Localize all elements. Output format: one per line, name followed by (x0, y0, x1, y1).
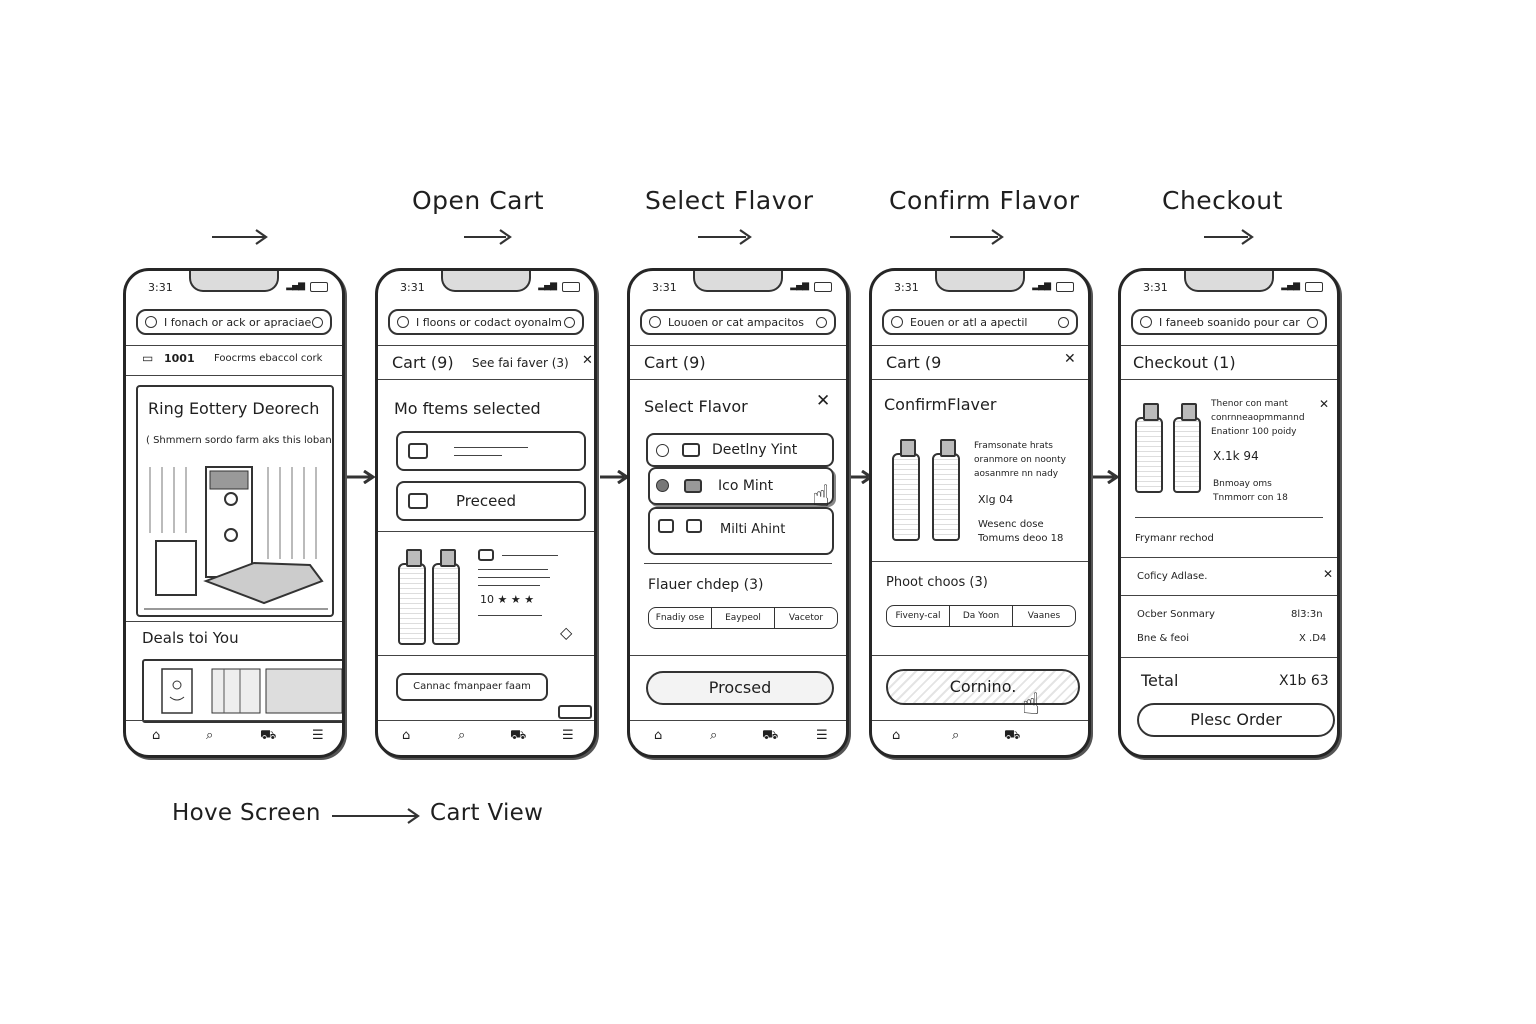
order-summary-value: 8l3:3n (1291, 609, 1323, 620)
cart-title: Cart (9) (392, 353, 454, 372)
status-time: 3:31 (148, 281, 173, 294)
small-button[interactable] (558, 705, 592, 719)
pointer-hand-icon: ☝ (1022, 687, 1041, 722)
flavor-chips (648, 607, 838, 629)
battery-icon (814, 282, 832, 292)
step-title-open-cart: Open Cart (412, 186, 545, 215)
search-icon (1140, 316, 1152, 328)
product-desc: Thenor con mant (1211, 399, 1289, 409)
product-desc: oranmore on noonty (974, 455, 1066, 465)
hero-illustration (144, 463, 328, 613)
phone-notch (189, 268, 279, 292)
status-time: 3:31 (894, 281, 919, 294)
cart-icon[interactable]: ⛟ (260, 728, 277, 743)
text-placeholder-line (502, 555, 558, 556)
place-order-button[interactable]: Plesc Order (1137, 703, 1335, 737)
divider (378, 531, 594, 532)
sheet-title: Select Flavor (644, 397, 748, 416)
divider (1135, 517, 1323, 518)
bottom-nav (126, 720, 342, 755)
search-icon (649, 316, 661, 328)
cart-item-row[interactable] (396, 431, 586, 471)
search-icon (397, 316, 409, 328)
product-desc: Framsonate hrats (974, 441, 1053, 451)
arrow-right-icon (462, 227, 522, 247)
product-price: Xlg 04 (978, 493, 1014, 506)
phone-notch (935, 268, 1025, 292)
product-note: Wesenc dose (978, 519, 1044, 530)
flavor-option-label: Ico Mint (718, 478, 774, 494)
signal-icon: ▂▄▆ (538, 281, 556, 291)
flavor-chip[interactable]: Fnadiy ose (649, 608, 712, 628)
product-bottle-image (398, 563, 426, 645)
items-selected-text: Mo ftems selected (394, 399, 541, 418)
divider (126, 345, 342, 346)
search-input[interactable] (136, 309, 332, 335)
search-placeholder: I faneeb soanido pour car (1159, 316, 1300, 329)
phone-checkout (1118, 268, 1340, 758)
flavor-swatch (684, 479, 702, 493)
flow-label-cart-view: Cart View (430, 800, 544, 826)
flavor-chip[interactable]: Vaanes (1027, 611, 1061, 621)
phone-notch (441, 268, 531, 292)
product-note: Tnmmorr con 18 (1213, 493, 1288, 503)
divider (872, 561, 1088, 562)
phone-notch (693, 268, 783, 292)
status-time: 3:31 (652, 281, 677, 294)
pointer-hand-icon: ☝ (812, 479, 831, 514)
phone-home-screen (123, 268, 345, 758)
search-nav-icon[interactable]: ⌕ (206, 728, 214, 743)
text-placeholder-line (478, 577, 550, 578)
deal-card[interactable] (142, 659, 345, 723)
item-checkbox[interactable] (408, 493, 428, 509)
search-input[interactable] (882, 309, 1078, 335)
status-time: 3:31 (1143, 281, 1168, 294)
divider (872, 379, 1088, 380)
text-placeholder-line (478, 615, 542, 616)
flavor-option-selected[interactable] (648, 467, 834, 505)
product-bottle-image (1135, 417, 1163, 493)
close-icon[interactable]: ✕ (582, 353, 593, 368)
bottom-nav (630, 720, 846, 755)
search-input[interactable] (388, 309, 584, 335)
flavor-chip[interactable]: Eaypeol (712, 608, 775, 628)
tag-icon[interactable]: ◇ (560, 623, 573, 642)
total-label: Tetal (1141, 671, 1179, 690)
flavor-swatch (682, 443, 700, 457)
cart-action-button[interactable]: Cannac fmanpaer faam (396, 673, 548, 701)
search-placeholder: I floons or codact oyonalm (416, 316, 562, 329)
chips-label: Flauer chdep (3) (648, 577, 764, 593)
confirm-button[interactable]: Cornino. (886, 669, 1080, 705)
category-icon[interactable]: ▭ (142, 351, 154, 365)
divider (126, 621, 342, 622)
close-icon[interactable]: ✕ (1323, 567, 1334, 581)
radio-button-selected[interactable] (656, 479, 669, 492)
bottom-nav (378, 720, 594, 755)
divider (630, 345, 846, 346)
mic-icon[interactable] (312, 317, 323, 328)
connector-arrow-icon (1090, 470, 1120, 484)
flavor-option[interactable] (646, 433, 834, 467)
mic-icon[interactable] (816, 317, 827, 328)
sheet-title: ConfirmFlaver (884, 395, 997, 414)
phone-select-flavor (627, 268, 849, 758)
signal-icon: ▂▄▆ (1281, 281, 1299, 291)
home-icon[interactable]: ⌂ (654, 728, 663, 743)
flavor-option-label: Deetlny Yint (712, 442, 798, 458)
home-icon[interactable]: ⌂ (402, 728, 411, 743)
cart-icon[interactable]: ⛟ (510, 728, 527, 743)
product-note: Bnmoay oms (1213, 479, 1272, 489)
arrow-right-icon (948, 227, 1008, 247)
product-desc: aosanmre nn nady (974, 469, 1059, 479)
hero-title: Ring Eottery Deorech (148, 399, 320, 418)
product-bottle-image (432, 563, 460, 645)
divider (1121, 657, 1337, 658)
product-rating: 10 ★ ★ ★ (480, 593, 535, 606)
flavor-checkbox[interactable] (658, 519, 674, 533)
divider (1121, 595, 1337, 596)
hero-subtitle: ( Shmmern sordo farm aks this loban (146, 435, 332, 446)
payment-method-row[interactable]: Frymanr rechod (1135, 533, 1214, 544)
flavor-chips (886, 605, 1076, 627)
signal-icon: ▂▄▆ (1032, 281, 1050, 291)
flavor-option[interactable] (648, 507, 834, 555)
product-desc: Enationr 100 poidy (1211, 427, 1297, 437)
text-placeholder-line (454, 455, 502, 456)
search-input[interactable] (640, 309, 836, 335)
menu-icon[interactable]: ☰ (816, 728, 828, 743)
home-icon[interactable]: ⌂ (892, 728, 901, 743)
phone-notch (1184, 268, 1274, 292)
close-icon[interactable]: ✕ (1064, 351, 1076, 367)
battery-icon (562, 282, 580, 292)
proceed-row[interactable] (396, 481, 586, 521)
item-checkbox[interactable] (408, 443, 428, 459)
flavor-chip[interactable]: Vacetor (788, 613, 824, 623)
chips-label: Phoot choos (3) (886, 575, 988, 590)
order-summary-label: Ocber Sonmary (1137, 609, 1215, 620)
text-placeholder-line (478, 569, 548, 570)
divider (644, 563, 832, 564)
signal-icon: ▂▄▆ (790, 281, 808, 291)
battery-icon (1305, 282, 1323, 292)
divider (378, 345, 594, 346)
home-icon[interactable]: ⌂ (152, 728, 161, 743)
product-price: X.1k 94 (1213, 449, 1259, 463)
signal-icon: ▂▄▆ (286, 281, 304, 291)
radio-button[interactable] (656, 444, 669, 457)
divider (378, 655, 594, 656)
flavor-swatch (686, 519, 702, 533)
divider (1121, 345, 1337, 346)
cart-icon[interactable]: ⛟ (762, 728, 779, 743)
product-bottle-image (932, 453, 960, 541)
close-icon[interactable]: ✕ (816, 391, 831, 411)
fee-label: Bne & feoi (1137, 633, 1190, 644)
search-placeholder: Eouen or atl a apectil (910, 316, 1028, 329)
flow-label-home: Hove Screen (172, 800, 321, 826)
flavor-chip[interactable]: Da Yoon (950, 606, 1013, 626)
proceed-label: Preceed (456, 492, 517, 510)
address-row[interactable]: Coficy Adlase. (1137, 571, 1208, 582)
divider (1121, 557, 1337, 558)
search-input[interactable] (1131, 309, 1327, 335)
deals-heading: Deals toi You (142, 629, 239, 647)
arrow-right-icon (696, 227, 756, 247)
product-bottle-image (892, 453, 920, 541)
bottom-nav (872, 720, 1088, 755)
divider (872, 345, 1088, 346)
menu-icon[interactable]: ☰ (562, 728, 574, 743)
proceed-button[interactable]: Procsed (646, 671, 834, 705)
hero-banner[interactable] (136, 385, 334, 617)
cart-title: Cart (9 (886, 353, 942, 372)
search-nav-icon[interactable]: ⌕ (710, 728, 718, 743)
category-nav[interactable]: Foocrms ebaccol cork (214, 353, 323, 364)
phone-cart-view (375, 268, 597, 758)
step-title-select-flavor: Select Flavor (645, 186, 814, 215)
divider (630, 379, 846, 380)
menu-icon[interactable]: ☰ (312, 728, 324, 743)
text-placeholder-line (454, 447, 528, 448)
phone-confirm-flavor (869, 268, 1091, 758)
divider (872, 655, 1088, 656)
divider (1121, 379, 1337, 380)
search-icon (145, 316, 157, 328)
fee-value: X .D4 (1299, 633, 1327, 644)
search-icon (891, 316, 903, 328)
arrow-right-icon (1202, 227, 1262, 247)
cart-title: Cart (9) (644, 353, 706, 372)
search-placeholder: Louoen or cat ampacitos (668, 316, 805, 329)
search-nav-icon[interactable]: ⌕ (458, 728, 466, 743)
mic-icon[interactable] (1058, 317, 1069, 328)
divider (378, 379, 594, 380)
flavor-option-label: Milti Ahint (720, 522, 786, 537)
product-desc: conrnneaopmmannd (1211, 413, 1305, 423)
step-title-confirm-flavor: Confirm Flavor (889, 186, 1080, 215)
search-placeholder: I fonach or ack or apraciae (164, 316, 312, 329)
battery-icon (310, 282, 328, 292)
mic-icon[interactable] (564, 317, 575, 328)
deal-thumbnails (148, 665, 344, 717)
total-value: X1b 63 (1279, 673, 1329, 689)
flavor-chip[interactable]: Fiveny-cal (887, 606, 950, 626)
checkout-title: Checkout (1) (1133, 353, 1236, 372)
product-note: Tomums deoo 18 (978, 533, 1064, 544)
arrow-right-icon (210, 227, 270, 247)
text-placeholder-line (478, 585, 540, 586)
product-bottle-image (1173, 417, 1201, 493)
divider (126, 375, 342, 376)
remove-icon[interactable]: ✕ (1319, 397, 1330, 411)
battery-icon (1056, 282, 1074, 292)
step-title-checkout: Checkout (1162, 186, 1283, 215)
see-flavor-link[interactable]: See fai faver (3) (472, 356, 569, 370)
search-nav-icon[interactable]: ⌕ (952, 728, 960, 743)
category-count[interactable]: 1001 (164, 352, 195, 365)
status-time: 3:31 (400, 281, 425, 294)
connector-arrow-icon (600, 470, 630, 484)
divider (630, 655, 846, 656)
product-checkbox[interactable] (478, 549, 494, 561)
arrow-right-icon (330, 806, 422, 826)
mic-icon[interactable] (1307, 317, 1318, 328)
cart-icon[interactable]: ⛟ (1004, 728, 1021, 743)
connector-arrow-icon (346, 470, 376, 484)
